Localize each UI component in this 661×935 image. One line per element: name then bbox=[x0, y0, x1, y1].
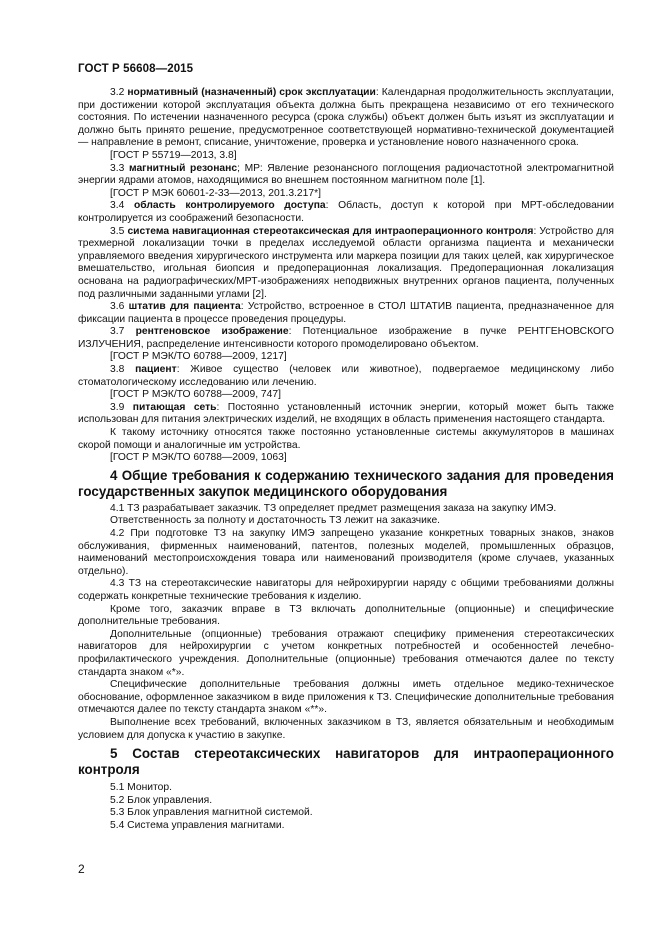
paragraph: Специфические дополнительные требования должны иметь отдельное медико-техническое обоснование, оформленное заказчиком в виде приложения к ТЗ. Специфические дополнительные требования отмечаются далее по тексту стандарта знаком «**». bbox=[78, 679, 614, 716]
definition-3-5: 3.5 система навигационная стереотаксическая для интраоперационного контроля: Устройство для трехмерной локализации точки в пределах исследуемой области организма пациента и механически управляемого введения хирургического инструмента или маркера позиции для таких целей, как хирургическое вмешательство, игольная биопсия и предоперационная локализация. Предоперационная локализация основана на радиографических/МРТ-изображениях неподвижных внутренних органов пациента, полученных под различными заданными углами [2]. bbox=[78, 225, 614, 300]
reference: [ГОСТ Р 55719—2013, 3.8] bbox=[110, 149, 237, 161]
term: штатив для пациента bbox=[128, 301, 241, 313]
list-item: 5.1 Монитор. bbox=[110, 782, 172, 794]
term: питающая сеть bbox=[132, 401, 217, 413]
definition-3-7: 3.7 рентгеновское изображение: Потенциальное изображение в пучке РЕНТГЕНОВСКОГО ИЗЛУЧЕНИЯ, распределение интенсивности которого промоделировано объектом. bbox=[78, 326, 614, 350]
section-4-heading: 4 Общие требования к содержанию технического задания для проведения государственных закупок медицинского оборудования bbox=[78, 467, 614, 499]
list-item: 5.4 Система управления магнитами. bbox=[110, 819, 285, 831]
list-item: 5.2 Блок управления. bbox=[110, 794, 213, 806]
term: магнитный резонанс bbox=[128, 162, 238, 174]
term: нормативный (назначенный) срок эксплуатации bbox=[127, 87, 376, 98]
definition-note: К такому источнику относятся также постоянно установленные системы аккумуляторов в машинах скорой помощи и аналогичные им устройства. bbox=[78, 427, 614, 451]
definition-3-9: 3.9 питающая сеть: Постоянно установленный источник энергии, который может быть также использован для питания электрических изделий, не входящих в область применения настоящего стандарта. bbox=[78, 401, 614, 426]
term: пациент bbox=[135, 364, 177, 376]
paragraph: Дополнительные (опционные) требования отражают специфику применения стереотаксических навигаторов для нейрохирургии с учетом конкретных потребностей и особенностей лечебно-профилактического учреждения. Дополнительные (опционные) требования отмечаются далее по тексту стандарта знаком «*». bbox=[78, 628, 614, 678]
document-header: ГОСТ Р 56608—2015 bbox=[78, 63, 194, 75]
document-body bbox=[78, 87, 614, 832]
term: рентгеновское изображение bbox=[135, 326, 289, 338]
definition-3-3: 3.3 магнитный резонанс; МР: Явление резонансного поглощения радиочастотной электромагнитной энергии ядрами атомов, находящимися во внешнем постоянном магнитном поле [1]. bbox=[78, 162, 614, 187]
paragraph: 4.2 При подготовке ТЗ на закупку ИМЭ запрещено указание конкретных товарных знаков, знаков обслуживания, фирменных наименований, патентов, полезных моделей, промышленных образцов, наименований местопроисхождения товара или наименований производителя (кроме случаев, указанных отдельно). bbox=[78, 528, 614, 577]
reference: [ГОСТ Р МЭК/ТО 60788—2009, 747] bbox=[110, 389, 281, 401]
reference: [ГОСТ Р МЭК/ТО 60788—2009, 1063] bbox=[110, 452, 287, 464]
paragraph: Ответственность за полноту и достаточность ТЗ лежит на заказчике. bbox=[110, 515, 441, 527]
term: система навигационная стереотаксическая для интраоперационного контроля bbox=[127, 225, 534, 237]
definition-3-6: 3.6 штатив для пациента: Устройство, встроенное в СТОЛ ШТАТИВ пациента, предназначенное для фиксации пациента в процессе проведения процедуры. bbox=[78, 301, 614, 325]
page-number: 2 bbox=[78, 862, 85, 876]
paragraph: 4.3 ТЗ на стереотаксические навигаторы для нейрохирургии наряду с общими требованиями должны содержать конкретные технические требования к изделию. bbox=[78, 578, 614, 602]
paragraph: Выполнение всех требований, включенных заказчиком в ТЗ, является обязательным и необходимым условием для допуска к участию в закупке. bbox=[78, 716, 614, 741]
definition-3-8: 3.8 пациент: Живое существо (человек или животное), подвергаемое медицинскому либо стоматологическому исследованию или лечению. bbox=[78, 364, 614, 388]
definition-3-4: 3.4 область контролируемого доступа: Область, доступ к которой при МРТ-обследовании контролируется из соображений безопасности. bbox=[78, 200, 614, 224]
reference: [ГОСТ Р МЭК/ТО 60788—2009, 1217] bbox=[110, 351, 287, 363]
paragraph: 4.1 ТЗ разрабатывает заказчик. ТЗ определяет предмет размещения заказа на закупку ИМЭ. bbox=[110, 502, 557, 514]
definition-3-2: 3.2 нормативный (назначенный) срок эксплуатации: Календарная продолжительность эксплуатации, при достижении которой эксплуатация объекта должна быть прекращена независимо от его технического состояния. По истечении назначенного ресурса (срока службы) объект должен быть изъят из эксплуатации и должно быть принято решение, предусмотренное соответствующей нормативно-технической документацией — направление в ремонт, списание, уничтожение, проверка и установление нового назначенного срока. bbox=[78, 87, 614, 149]
term: область контролируемого доступа bbox=[133, 200, 326, 212]
section-5-heading: 5 Состав стереотаксических навигаторов для интраоперационного контроля bbox=[78, 746, 614, 778]
list-item: 5.3 Блок управления магнитной системой. bbox=[110, 807, 313, 819]
paragraph: Кроме того, заказчик вправе в ТЗ включать дополнительные (опционные) и специфические дополнительные требования. bbox=[78, 603, 614, 628]
reference: [ГОСТ Р МЭК 60601-2-33—2013, 201.3.217*] bbox=[110, 187, 321, 199]
